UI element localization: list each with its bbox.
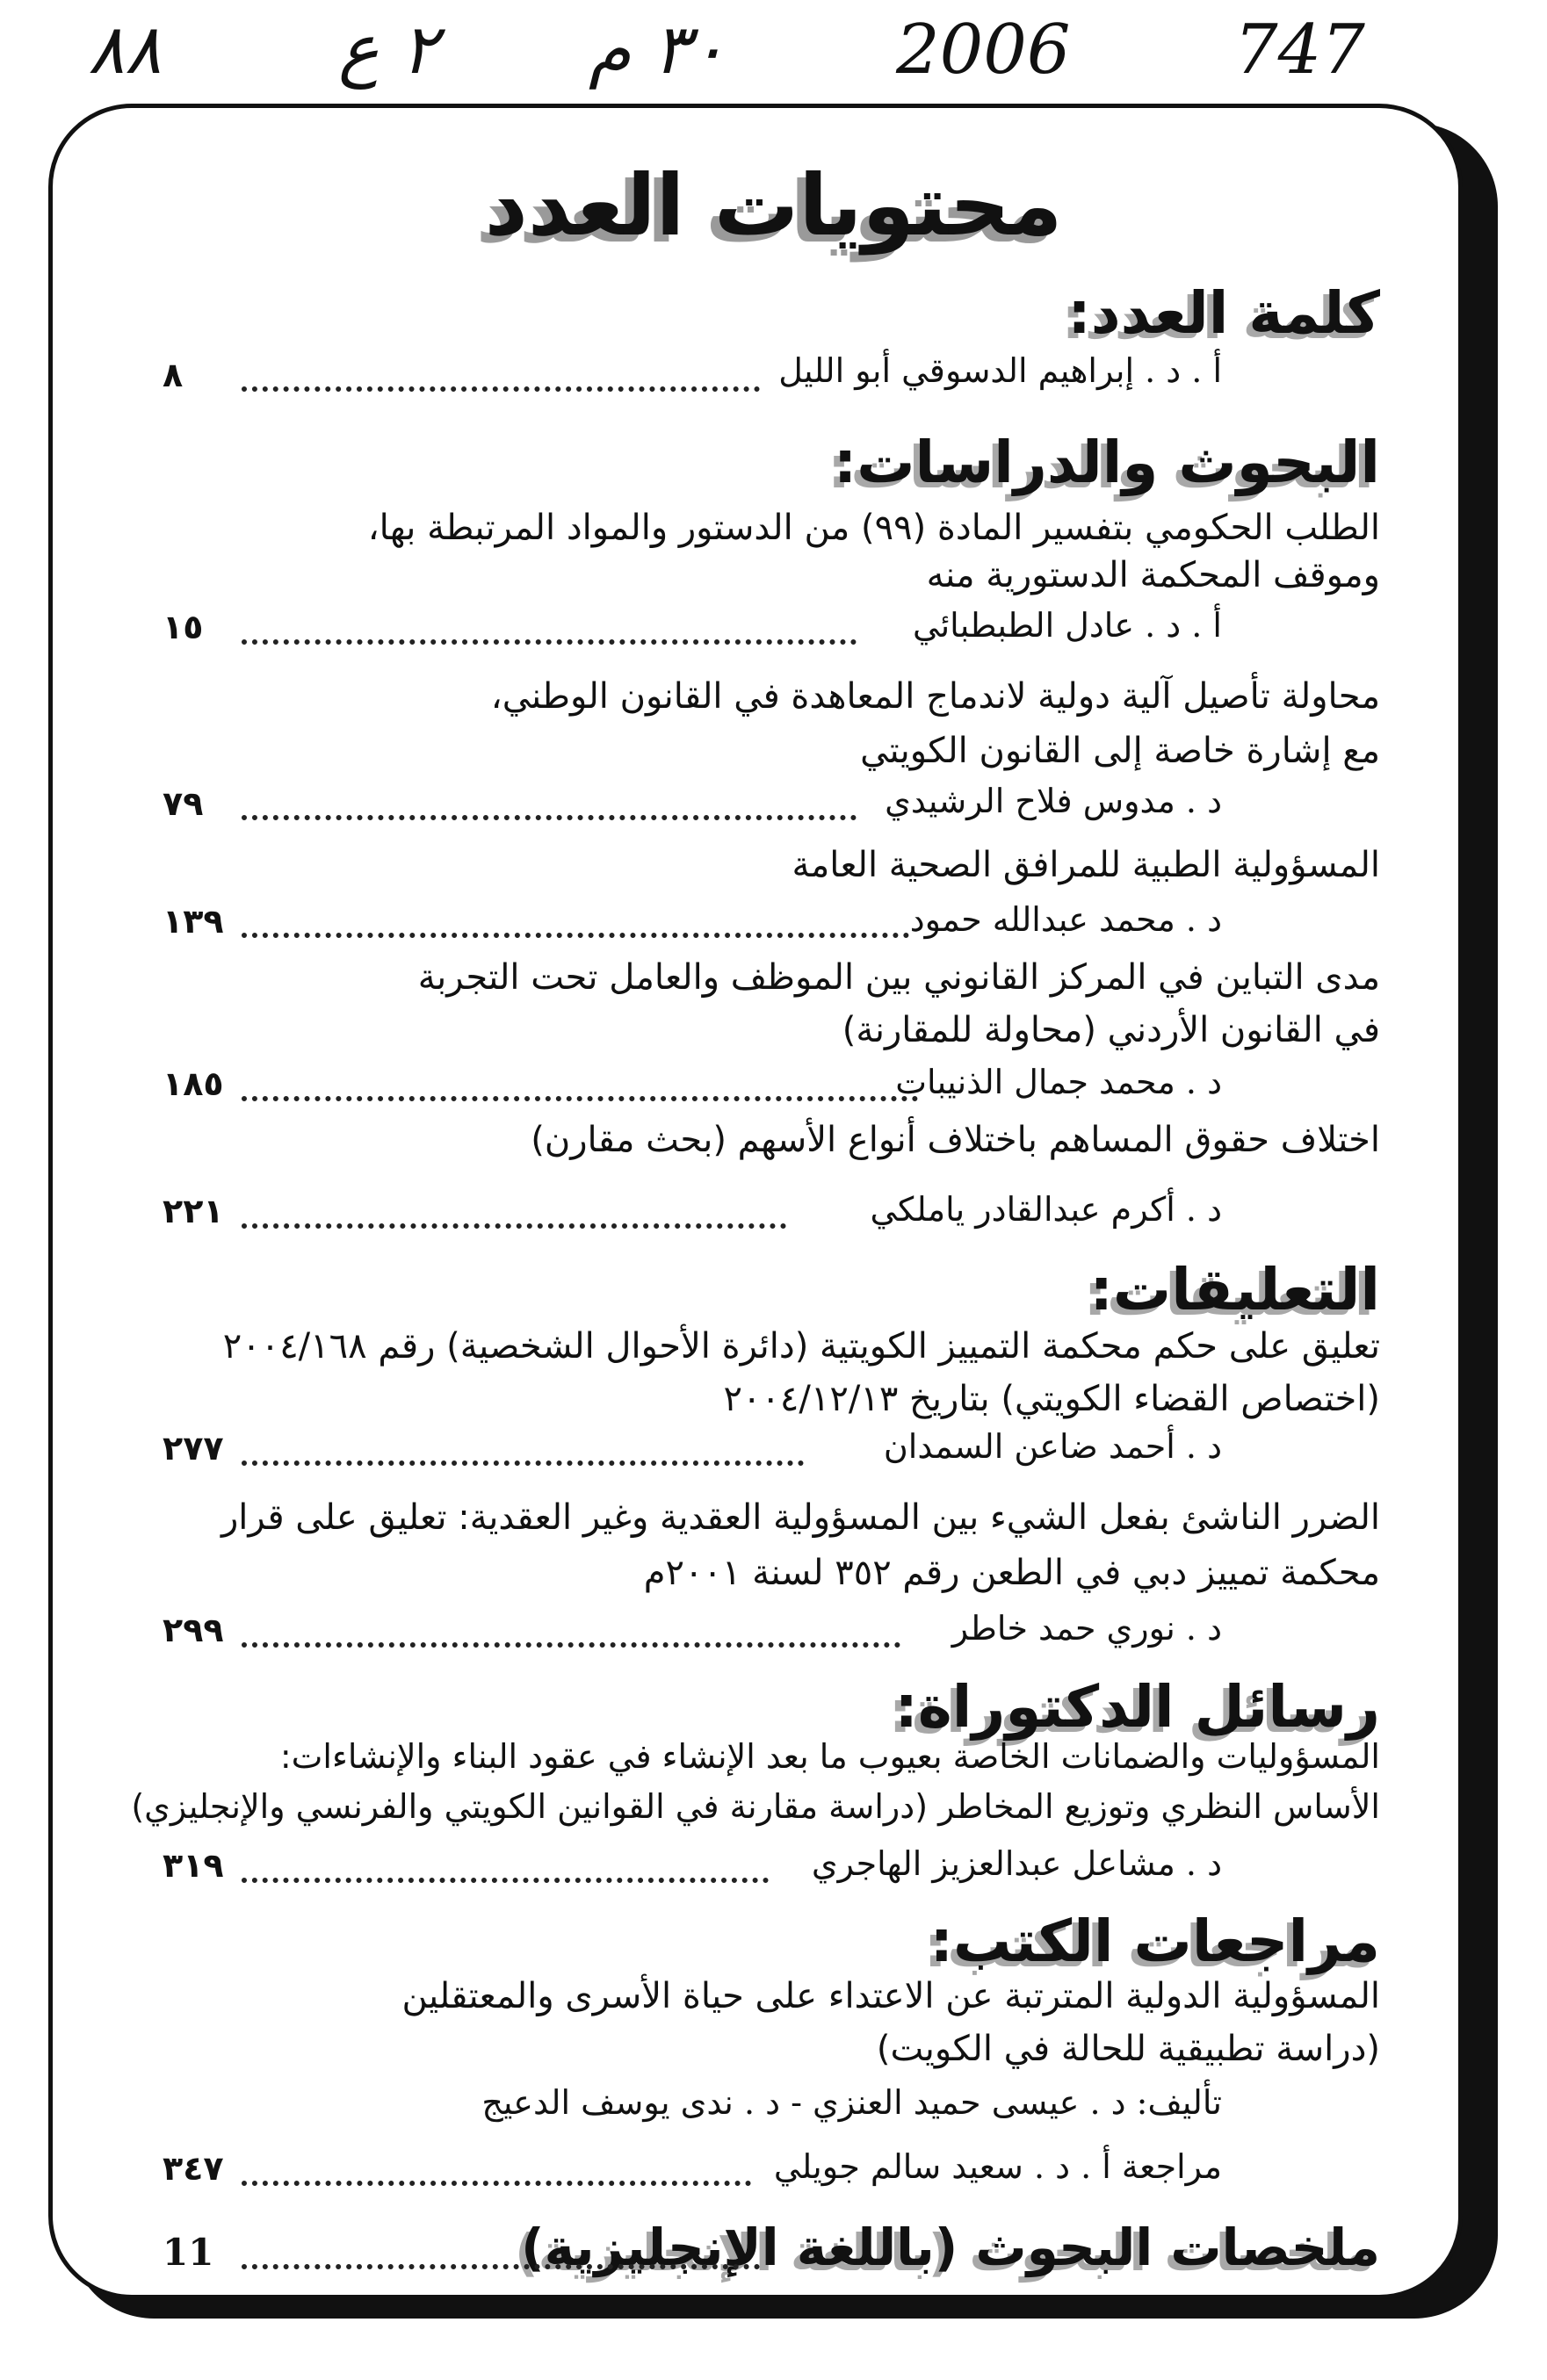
leader-dots: [242, 1642, 900, 1648]
page-number: ٣١٩: [163, 1846, 224, 1885]
toc-title: الأساس النظري وتوزيع المخاطر (دراسة مقارنة في القوانين الكويتي والفرنسي والإنجليزي): [131, 1787, 1380, 1826]
section-heading-research: البحوث والدراسات:: [833, 429, 1380, 496]
page-number: ٣٤٧: [163, 2149, 224, 2188]
toc-title: المسؤولية الطبية للمرافق الصحية العامة: [792, 845, 1380, 885]
leader-dots: [242, 639, 857, 645]
section-heading-summaries: ملخصات البحوث (باللغة الإنجليزية): [521, 2218, 1380, 2277]
page-number: ٨: [163, 356, 184, 394]
toc-author: أ . د . عادل الطبطبائي: [912, 606, 1222, 645]
toc-author: د . أكرم عبدالقادر ياملكي: [870, 1190, 1222, 1229]
toc-title: (دراسة تطبيقية للحالة في الكويت): [876, 2029, 1380, 2069]
section-heading-reviews: مراجعات الكتب:: [929, 1908, 1380, 1975]
page-number: ١٨٥: [163, 1064, 224, 1103]
page-number: ٢٧٧: [163, 1429, 224, 1468]
leader-dots: [242, 1460, 804, 1466]
section-heading-theses: رسائل الدكتوراة:: [894, 1673, 1380, 1741]
toc-title: في القانون الأردني (محاولة للمقارنة): [842, 1010, 1380, 1050]
toc-author: د . محمد جمال الذنيبات: [895, 1063, 1222, 1101]
toc-title: تعليق على حكم محكمة التمييز الكويتية (دائرة الأحوال الشخصية) رقم ٢٠٠٤/١٦٨: [222, 1326, 1380, 1367]
handwritten-year: 2006: [896, 11, 1071, 90]
toc-title: الطلب الحكومي بتفسير المادة (٩٩) من الدستور والمواد المرتبطة بها،: [367, 508, 1380, 548]
toc-reviewer: مراجعة أ . د . سعيد سالم جويلي: [773, 2147, 1222, 2186]
leader-dots: [242, 2181, 751, 2186]
section-heading-comments: التعليقات:: [1089, 1256, 1380, 1323]
page-title: محتويات العدد: [484, 156, 1063, 255]
handwritten-number: 747: [1234, 11, 1365, 90]
page-number: ١٥: [163, 608, 204, 646]
leader-dots: [242, 1223, 786, 1229]
toc-author: د . نوري حمد خاطر: [951, 1609, 1222, 1648]
page-number: ٢٢١: [163, 1192, 224, 1230]
toc-title: وموقف المحكمة الدستورية منه: [926, 555, 1380, 595]
leader-dots: [242, 815, 857, 820]
page-number: ٧٩: [163, 784, 204, 823]
page-number: ١٣٩: [163, 902, 224, 941]
toc-title: محاولة تأصيل آلية دولية لاندماج المعاهدة في القانون الوطني،: [490, 676, 1380, 717]
toc-title: المسؤوليات والضمانات الخاصة بعيوب ما بعد الإنشاء في عقود البناء والإنشاءات:: [279, 1737, 1380, 1776]
leader-dots: [242, 1096, 918, 1101]
toc-author: أ . د . إبراهيم الدسوقي أبو الليل: [778, 351, 1222, 390]
leader-dots: [242, 386, 760, 392]
section-heading-editorial: كلمة العدد:: [1067, 279, 1380, 347]
toc-title: المسؤولية الدولية المترتبة عن الاعتداء على حياة الأسرى والمعتقلين: [401, 1976, 1380, 2016]
toc-title: (اختصاص القضاء الكويتي) بتاريخ ٢٠٠٤/١٢/١٣: [723, 1379, 1380, 1419]
leader-dots: [242, 1878, 769, 1883]
handwritten-date: ٣٠ م: [589, 11, 727, 90]
toc-title: مع إشارة خاصة إلى القانون الكويتي: [860, 731, 1380, 771]
toc-title: محكمة تمييز دبي في الطعن رقم ٣٥٢ لسنة ٢٠٠١م: [643, 1553, 1380, 1593]
toc-title: مدى التباين في المركز القانوني بين الموظف والعامل تحت التجربة: [417, 957, 1380, 998]
toc-author: د . محمد عبدالله حمود: [909, 900, 1222, 939]
toc-author: د . أحمد ضاعن السمدان: [883, 1427, 1222, 1466]
toc-authors: تأليف: د . عيسى حميد العنزي - د . ندى يوسف الدعيج: [481, 2083, 1222, 2122]
leader-dots: [242, 933, 909, 938]
leader-dots: [242, 2264, 760, 2269]
handwritten-issue: ٢ ع: [338, 11, 438, 90]
toc-title: الضرر الناشئ بفعل الشيء بين المسؤولية العقدية وغير العقدية: تعليق على قرار: [220, 1497, 1380, 1538]
toc-author: د . مدوس فلاح الرشيدي: [885, 782, 1222, 820]
page-number: ٢٩٩: [163, 1611, 224, 1649]
handwritten-volume: ٨٨: [88, 11, 162, 90]
toc-author: د . مشاعل عبدالعزيز الهاجري: [811, 1844, 1222, 1883]
page-number: 11: [163, 2231, 214, 2274]
toc-title: اختلاف حقوق المساهم باختلاف أنواع الأسهم (بحث مقارن): [531, 1120, 1380, 1160]
